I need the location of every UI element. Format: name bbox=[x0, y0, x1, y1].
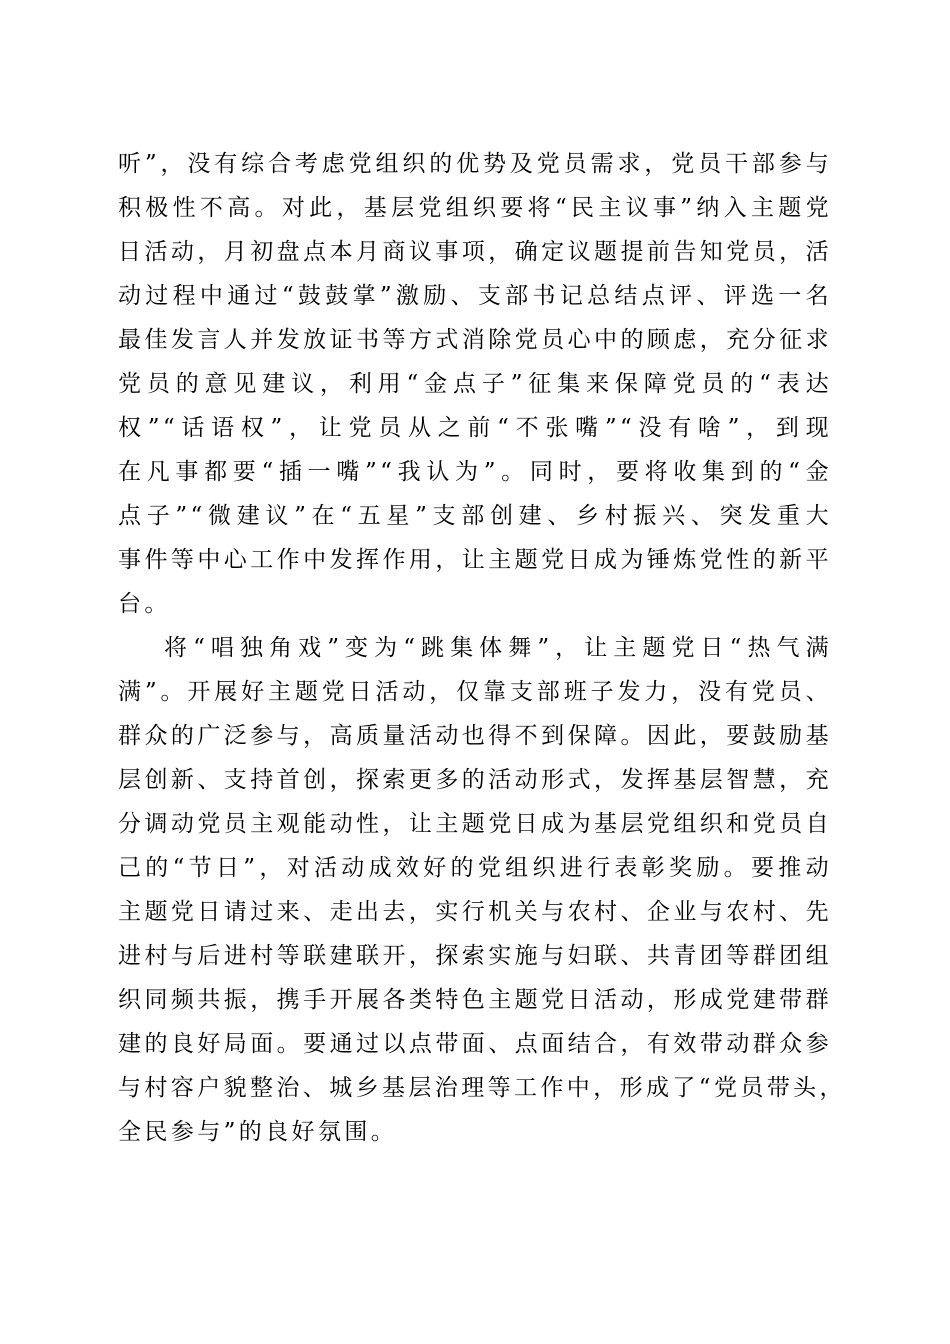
text-line: 织同频共振，携手开展各类特色主题党日活动，形成党建带群 bbox=[118, 987, 832, 1013]
text-line: 进村与后进村等联建联开，探索实施与妇联、共青团等群团组 bbox=[118, 943, 832, 969]
text-line: 最佳发言人并发放证书等方式消除党员心中的顾虑，充分征求 bbox=[118, 327, 832, 353]
text-line: 分调动党员主观能动性，让主题党日成为基层党组织和党员自 bbox=[118, 811, 832, 837]
text-line: 主题党日请过来、走出去，实行机关与农村、企业与农村、先 bbox=[118, 899, 832, 925]
text-line: 动过程中通过“鼓鼓掌”激励、支部书记总结点评、评选一名 bbox=[118, 283, 832, 309]
body-text bbox=[118, 142, 846, 1154]
text-line: 权”“话语权”，让党员从之前“不张嘴”“没有啥”，到现 bbox=[118, 415, 832, 441]
text-line: 群众的广泛参与，高质量活动也得不到保障。因此，要鼓励基 bbox=[118, 723, 832, 749]
text-line: 全民参与”的良好氛围。 bbox=[118, 1119, 398, 1145]
text-line: 积极性不高。对此，基层党组织要将“民主议事”纳入主题党 bbox=[118, 195, 832, 221]
text-line: 满”。开展好主题党日活动，仅靠支部班子发力，没有党员、 bbox=[118, 679, 832, 705]
text-line: 听”，没有综合考虑党组织的优势及党员需求，党员干部参与 bbox=[118, 151, 832, 177]
text-line: 台。 bbox=[118, 591, 171, 617]
text-line: 日活动，月初盘点本月商议事项，确定议题提前告知党员，活 bbox=[118, 239, 832, 265]
text-line: 层创新、支持首创，探索更多的活动形式，发挥基层智慧，充 bbox=[118, 767, 832, 793]
text-line: 事件等中心工作中发挥作用，让主题党日成为锤炼党性的新平 bbox=[118, 547, 832, 573]
text-line: 将“唱独角戏”变为“跳集体舞”，让主题党日“热气满 bbox=[164, 635, 832, 661]
text-line: 党员的意见建议，利用“金点子”征集来保障党员的“表达 bbox=[118, 371, 832, 397]
paragraph-2 bbox=[118, 626, 846, 1154]
paragraph-1 bbox=[118, 142, 832, 626]
text-line: 在凡事都要“插一嘴”“我认为”。同时，要将收集到的“金 bbox=[118, 459, 832, 485]
text-line: 与村容户貌整治、城乡基层治理等工作中，形成了“党员带头， bbox=[118, 1075, 846, 1101]
text-line: 己的“节日”，对活动成效好的党组织进行表彰奖励。要推动 bbox=[118, 855, 832, 881]
text-line: 点子”“微建议”在“五星”支部创建、乡村振兴、突发重大 bbox=[118, 503, 832, 529]
text-line: 建的良好局面。要通过以点带面、点面结合，有效带动群众参 bbox=[118, 1031, 832, 1057]
